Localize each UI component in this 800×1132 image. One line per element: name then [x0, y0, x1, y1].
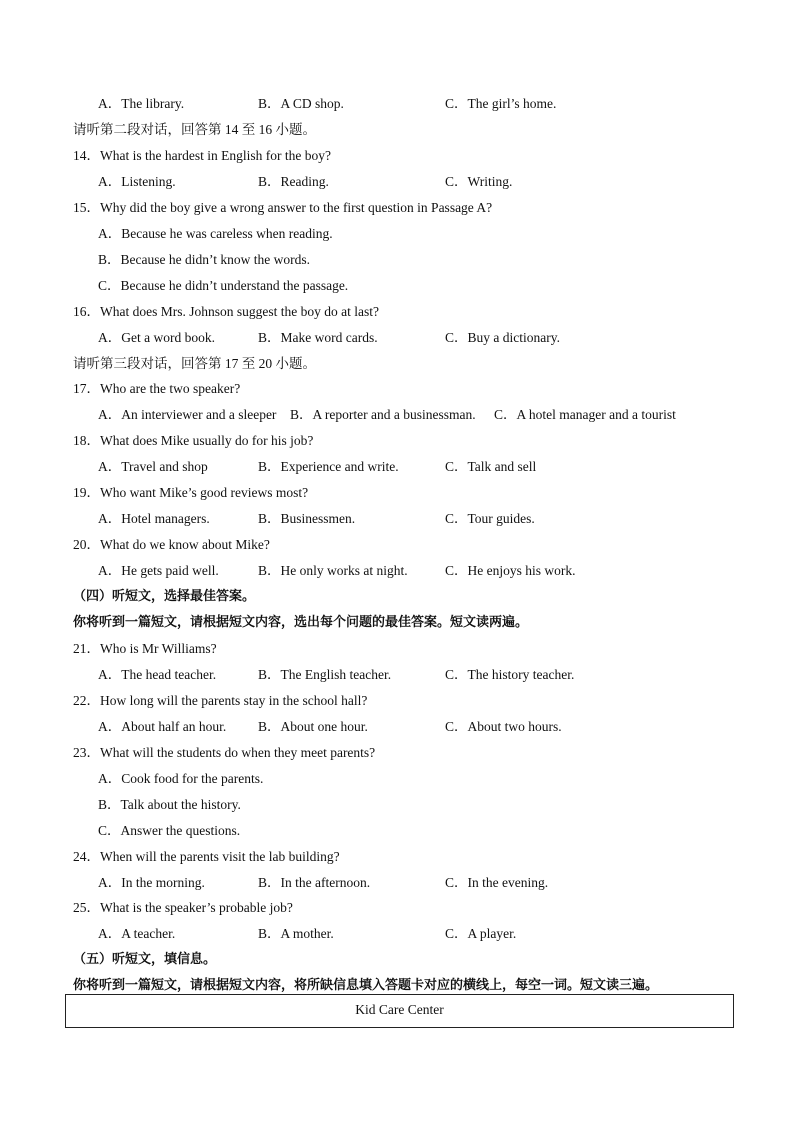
option-c: C．He enjoys his work.	[445, 563, 576, 579]
option-c: C．In the evening.	[445, 874, 549, 890]
question-text: 22．How long will the parents stay in the school hall?	[73, 692, 368, 708]
option-b: B．Experience and write.	[258, 459, 399, 475]
option-line	[0, 792, 800, 818]
question-text: 14．What is the hardest in English for the boy?	[73, 147, 331, 163]
info-table-title: Kid Care Center	[65, 994, 734, 1028]
options-row	[0, 558, 800, 584]
question	[0, 299, 800, 325]
option-text: A．Because he was careless when reading.	[98, 225, 333, 241]
option-c: C．Tour guides.	[445, 511, 535, 527]
option-line	[0, 818, 800, 844]
question-text: 15．Why did the boy give a wrong answer to the first question in Passage A?	[73, 199, 493, 215]
option-c: C．Buy a dictionary.	[445, 329, 560, 345]
question	[0, 376, 800, 402]
question-text: 24．When will the parents visit the lab building?	[73, 848, 340, 864]
section-heading	[0, 610, 800, 636]
options-row	[0, 325, 800, 351]
option-a: A．Listening.	[98, 173, 176, 189]
question	[0, 480, 800, 506]
option-a: A．He gets paid well.	[98, 563, 219, 579]
option-text: B．Because he didn’t know the words.	[98, 251, 310, 267]
option-c: C．Writing.	[445, 173, 513, 189]
options-row	[0, 921, 800, 947]
question	[0, 532, 800, 558]
options-row	[0, 91, 800, 117]
option-c: C．The girl’s home.	[445, 96, 557, 111]
option-b: B．A CD shop.	[258, 96, 344, 111]
option-a: A．Travel and shop	[98, 459, 208, 475]
option-line	[0, 766, 800, 792]
option-line	[0, 273, 800, 299]
option-text: A．Cook food for the parents.	[98, 770, 264, 786]
section-instruction	[0, 351, 800, 377]
options-row	[0, 662, 800, 688]
options-row	[0, 454, 800, 480]
question	[0, 428, 800, 454]
option-a: A．The head teacher.	[98, 666, 217, 682]
section-instruction	[0, 117, 800, 143]
question-text: 17．Who are the two speaker?	[73, 381, 241, 397]
option-a: A．A teacher.	[98, 926, 176, 942]
option-b: B．He only works at night.	[258, 563, 408, 579]
heading-text: （五）听短文，填信息。	[73, 952, 217, 968]
option-b: B．Make word cards.	[258, 329, 378, 345]
question-text: 21．Who is Mr Williams?	[73, 640, 217, 656]
section-heading	[0, 584, 800, 610]
option-text: B．Talk about the history.	[98, 796, 241, 812]
option-c: C．A hotel manager and a tourist	[494, 407, 676, 423]
option-line	[0, 221, 800, 247]
question-text: 19．Who want Mike’s good reviews most?	[73, 485, 309, 501]
option-a: A．About half an hour.	[98, 718, 227, 734]
question	[0, 895, 800, 921]
question	[0, 740, 800, 766]
question	[0, 195, 800, 221]
option-line	[0, 247, 800, 273]
option-a: A．The library.	[98, 96, 185, 111]
option-a: A．In the morning.	[98, 874, 205, 890]
question	[0, 844, 800, 870]
option-a: A．Get a word book.	[98, 329, 215, 345]
option-b: B．A reporter and a businessman.	[290, 407, 476, 423]
option-c: C．The history teacher.	[445, 666, 575, 682]
option-b: B．Businessmen.	[258, 511, 356, 527]
options-row	[0, 402, 800, 428]
instruction-text: 请听第二段对话，回答第 14 至 16 小题。	[73, 121, 316, 137]
options-row	[0, 714, 800, 740]
option-b: B．In the afternoon.	[258, 874, 371, 890]
option-c: C．Talk and sell	[445, 459, 537, 475]
options-row	[0, 169, 800, 195]
option-b: B．A mother.	[258, 926, 334, 942]
question	[0, 143, 800, 169]
instruction-text: 请听第三段对话，回答第 17 至 20 小题。	[73, 355, 316, 371]
question-text: 16．What does Mrs. Johnson suggest the boy do at last?	[73, 303, 379, 319]
options-row	[0, 506, 800, 532]
question	[0, 636, 800, 662]
heading-text: 你将听到一篇短文，请根据短文内容，选出每个问题的最佳答案。短文读两遍。	[73, 615, 529, 630]
heading-text: （四）听短文，选择最佳答案。	[73, 589, 256, 605]
section-heading	[0, 947, 800, 973]
question-text: 18．What does Mike usually do for his job?	[73, 433, 314, 449]
option-b: B．The English teacher.	[258, 666, 392, 682]
option-b: B．Reading.	[258, 173, 329, 189]
question	[0, 688, 800, 714]
question-text: 25．What is the speaker’s probable job?	[73, 900, 293, 916]
options-row	[0, 870, 800, 896]
option-a: A．An interviewer and a sleeper	[98, 407, 277, 423]
heading-text: 你将听到一篇短文，请根据短文内容，将所缺信息填入答题卡对应的横线上，每空一词。短文读三遍。	[73, 978, 659, 994]
option-text: C．Because he didn’t understand the passage.	[98, 277, 349, 293]
option-a: A．Hotel managers.	[98, 511, 210, 527]
option-b: B．About one hour.	[258, 718, 368, 734]
question-text: 20．What do we know about Mike?	[73, 537, 270, 553]
option-c: C．About two hours.	[445, 718, 562, 734]
option-text: C．Answer the questions.	[98, 822, 241, 838]
question-text: 23．What will the students do when they meet parents?	[73, 744, 376, 760]
option-c: C．A player.	[445, 926, 517, 942]
